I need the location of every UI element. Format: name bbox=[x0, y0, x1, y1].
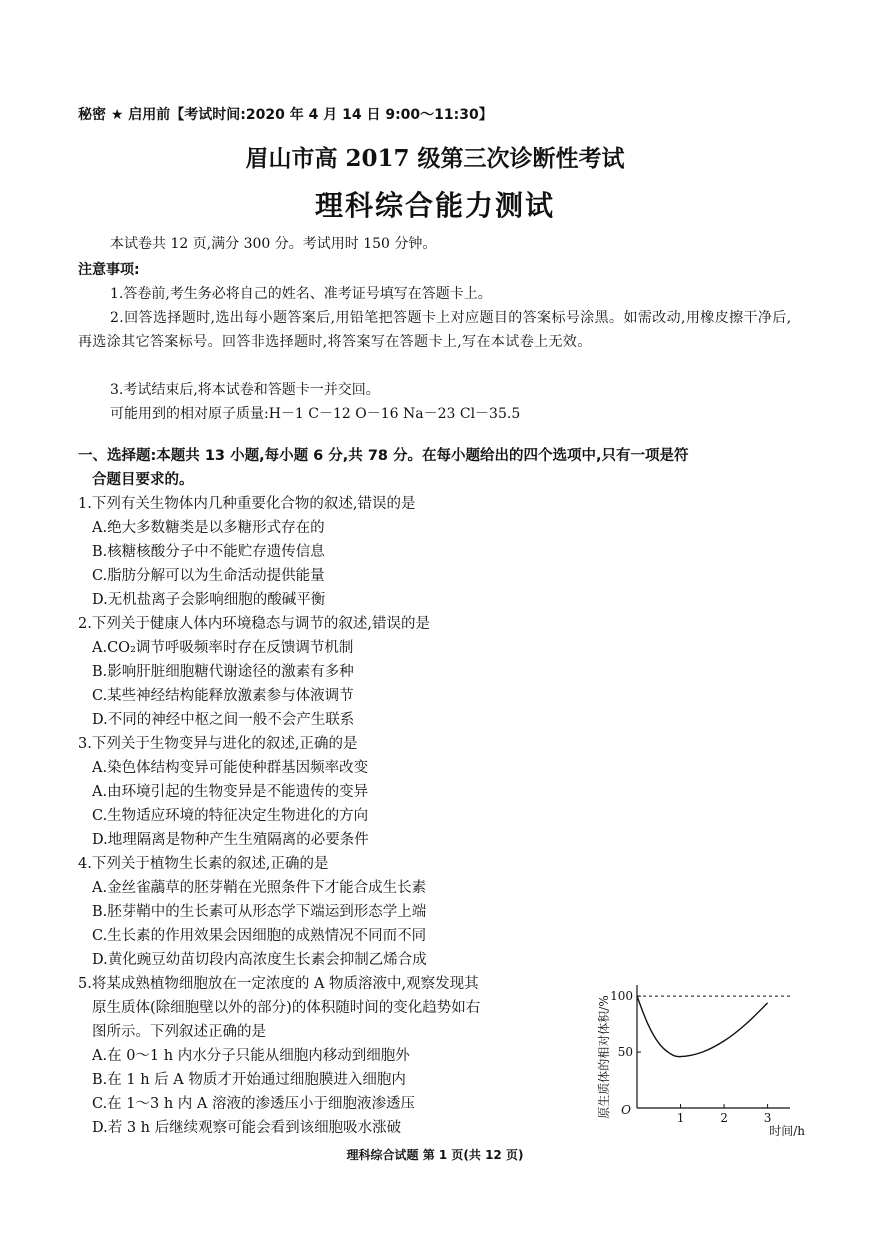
option-b: A.由环境引起的生物变异是不能遗传的变异 bbox=[92, 784, 369, 800]
option-c: C.脂肪分解可以为生命活动提供能量 bbox=[92, 568, 325, 584]
notice-heading: 注意事项: bbox=[78, 262, 140, 278]
option-d: D.若 3 h 后继续观察可能会看到该细胞吸水涨破 bbox=[92, 1120, 402, 1136]
x-axis-label: 时间/h bbox=[769, 1124, 805, 1138]
option-d: D.黄化豌豆幼苗切段内高浓度生长素会抑制乙烯合成 bbox=[92, 952, 427, 968]
confidential-line: 秘密 ★ 启用前【考试时间:2020 年 4 月 14 日 9:00～11:30】 bbox=[78, 107, 493, 123]
option-d: D.地理隔离是物种产生生殖隔离的必要条件 bbox=[92, 832, 369, 848]
x-tick-label: 2 bbox=[720, 1111, 728, 1125]
notice-item: 3.考试结束后,将本试卷和答题卡一并交回。 bbox=[110, 382, 380, 398]
option-a: A.CO₂调节呼吸频率时存在反馈调节机制 bbox=[92, 640, 354, 656]
origin-label: O bbox=[621, 1103, 631, 1117]
option-b: B.在 1 h 后 A 物质才开始通过细胞膜进入细胞内 bbox=[92, 1072, 406, 1088]
atomic-masses: 可能用到的相对原子质量:H－1 C－12 O－16 Na－23 Cl－35.5 bbox=[110, 406, 521, 422]
option-d: D.不同的神经中枢之间一般不会产生联系 bbox=[92, 712, 355, 728]
y-tick-label: 100 bbox=[610, 989, 633, 1004]
question-stem-cont: 图所示。下列叙述正确的是 bbox=[92, 1024, 266, 1040]
section-heading: 一、选择题:本题共 13 小题,每小题 6 分,共 78 分。在每小题给出的四个选项中,只有一项是符 bbox=[78, 448, 689, 464]
notice-item: 2.回答选择题时,选出每小题答案后,用铅笔把答题卡上对应题目的答案标号涂黑。如需改动,用橡皮擦干净后,再选涂其它答案标号。回答非选择题时,将答案写在答题卡上,写在本试卷上无效。 bbox=[78, 310, 792, 350]
section-heading-cont: 合题目要求的。 bbox=[92, 472, 194, 488]
y-axis-label: 原生质体的相对体积/% bbox=[597, 995, 611, 1119]
option-b: B.胚芽鞘中的生长素可从形态学下端运到形态学上端 bbox=[92, 904, 427, 920]
question-stem: 4.下列关于植物生长素的叙述,正确的是 bbox=[78, 856, 329, 872]
exam-subtitle: 理科综合能力测试 bbox=[314, 189, 555, 222]
volume-curve bbox=[637, 996, 768, 1056]
option-b: B.核糖核酸分子中不能贮存遗传信息 bbox=[92, 544, 325, 560]
option-c: C.生物适应环境的特征决定生物进化的方向 bbox=[92, 808, 369, 824]
y-tick-label: 50 bbox=[617, 1045, 633, 1060]
option-c: C.某些神经结构能释放激素参与体液调节 bbox=[92, 688, 354, 704]
question-stem: 1.下列有关生物体内几种重要化合物的叙述,错误的是 bbox=[78, 496, 416, 512]
question-stem: 3.下列关于生物变异与进化的叙述,正确的是 bbox=[78, 736, 358, 752]
option-b: B.影响肝脏细胞糖代谢途径的激素有多种 bbox=[92, 664, 354, 680]
option-c: C.生长素的作用效果会因细胞的成熟情况不同而不同 bbox=[92, 928, 427, 944]
question-stem-cont: 原生质体(除细胞壁以外的部分)的体积随时间的变化趋势如右 bbox=[92, 1000, 481, 1016]
x-tick-label: 1 bbox=[676, 1111, 685, 1125]
option-a: A.染色体结构变异可能使种群基因频率改变 bbox=[92, 760, 369, 776]
question-stem: 5.将某成熟植物细胞放在一定浓度的 A 物质溶液中,观察发现其 bbox=[78, 976, 479, 992]
x-tick-label: 3 bbox=[763, 1111, 772, 1125]
volume-time-graph bbox=[590, 975, 805, 1140]
question-stem: 2.下列关于健康人体内环境稳态与调节的叙述,错误的是 bbox=[78, 616, 430, 632]
exam-title: 眉山市高 2017 级第三次诊断性考试 bbox=[245, 145, 625, 172]
option-a: A.在 0～1 h 内水分子只能从细胞内移动到细胞外 bbox=[92, 1048, 410, 1064]
option-c: C.在 1～3 h 内 A 溶液的渗透压小于细胞液渗透压 bbox=[92, 1096, 415, 1112]
option-d: D.无机盐离子会影响细胞的酸碱平衡 bbox=[92, 592, 326, 608]
page-footer: 理科综合试题 第 1 页(共 12 页) bbox=[346, 1148, 524, 1162]
exam-summary: 本试卷共 12 页,满分 300 分。考试用时 150 分钟。 bbox=[110, 236, 437, 252]
notice-item: 1.答卷前,考生务必将自己的姓名、准考证号填写在答题卡上。 bbox=[110, 286, 492, 302]
option-a: A.金丝雀虉草的胚芽鞘在光照条件下才能合成生长素 bbox=[92, 880, 427, 896]
option-a: A.绝大多数糖类是以多糖形式存在的 bbox=[92, 520, 325, 536]
